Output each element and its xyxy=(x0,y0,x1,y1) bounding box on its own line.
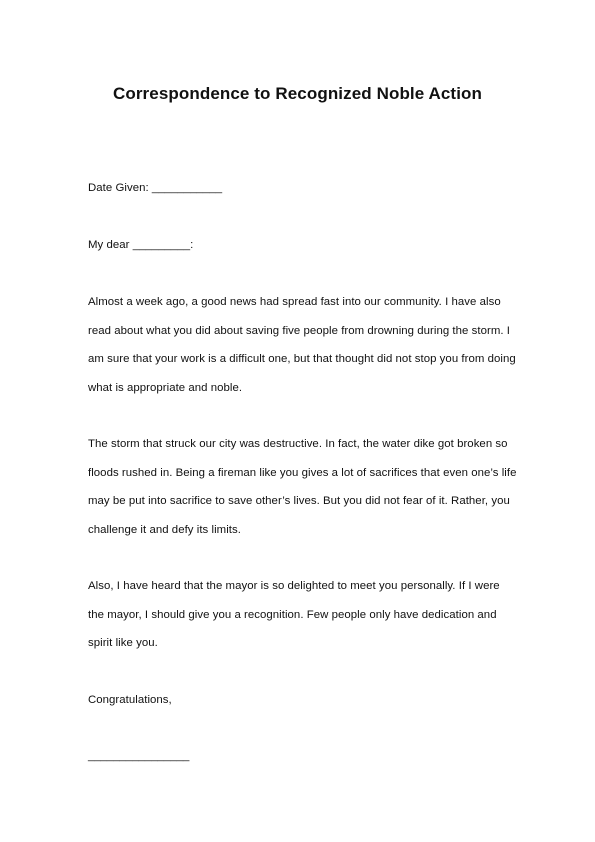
document-title: Correspondence to Recognized Noble Action xyxy=(112,84,482,103)
date-given-line: Date Given: ___________ xyxy=(88,182,223,194)
paragraph-1: Almost a week ago, a good news had spread fast into our community. I have also read about what you did about saving five people from drowning during the storm. I am sure that your work is a difficult one, but that thought did not stop you from doing what is appropriate and noble. xyxy=(88,296,516,394)
salutation: My dear _________: xyxy=(88,239,194,251)
paragraph-2: The storm that struck our city was destructive. In fact, the water dike got broken so floods rushed in. Being a fireman like you gives a lot of sacrifices that even one’s life may be put into sacrifice to save other’s lives. But you did not fear of it. Rather, you challenge it and defy its limits. xyxy=(88,438,517,536)
signature-line: ________________ xyxy=(88,750,190,762)
paragraph-3: Also, I have heard that the mayor is so delighted to meet you personally. If I were the mayor, I should give you a recognition. Few people only have dedication and spirit like you. xyxy=(88,580,500,650)
closing: Congratulations, xyxy=(88,694,172,706)
